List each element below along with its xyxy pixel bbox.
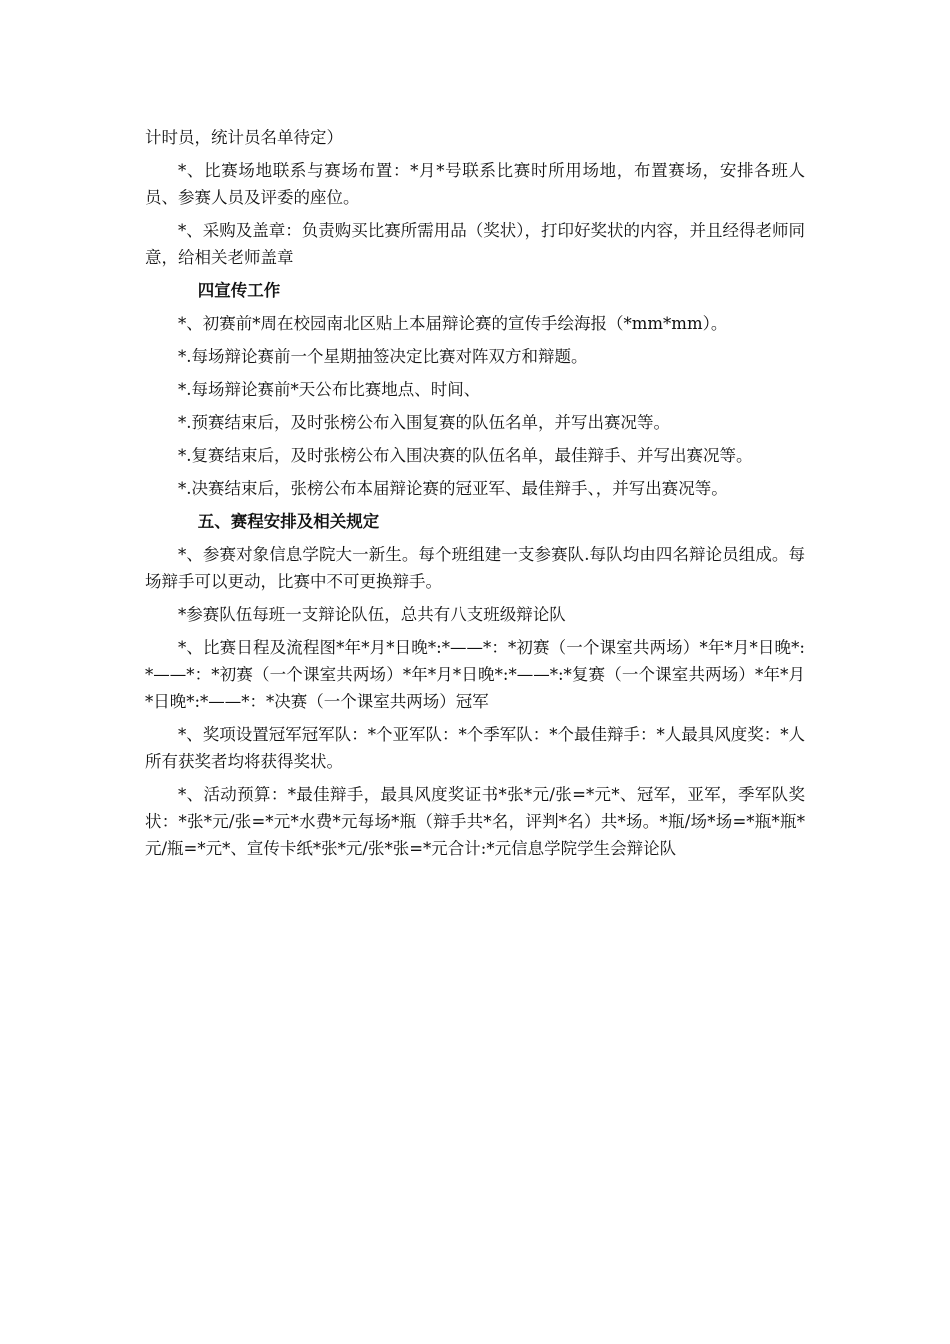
paragraph-venue-setup: *、比赛场地联系与赛场布置：*月*号联系比赛时所用场地，布置赛场，安排各班人员、参赛人员及评委的座位。 bbox=[145, 161, 805, 207]
paragraph-purchasing-stamping: *、采购及盖章：负责购买比赛所需用品（奖状），打印好奖状的内容，并且经得老师同意，给相关老师盖章 bbox=[145, 221, 805, 267]
paragraph-timekeeper-list: 计时员，统计员名单待定） bbox=[145, 128, 343, 147]
paragraph-schedule-flow: *、比赛日程及流程图*年*月*日晚*:*——*：*初赛（一个课室共两场）*年*月*日晚*:*——*：*初赛（一个课室共两场）*年*月*日晚*:*——*:*复赛（一个课室共两场）*年*月*日晚*:*——*：*决赛（一个课室共两场）冠军 bbox=[145, 638, 805, 711]
paragraph-poster: *、初赛前*周在校园南北区贴上本届辩论赛的宣传手绘海报（*mm*mm）。 bbox=[178, 314, 728, 333]
section-heading-publicity: 四宣传工作 bbox=[197, 281, 281, 300]
paragraph-participants: *、参赛对象信息学院大一新生。每个班组建一支参赛队.每队均由四名辩论员组成。每场辩手可以更动，比赛中不可更换辩手。 bbox=[145, 545, 805, 591]
paragraph-announce-venue-time: *.每场辩论赛前*天公布比赛地点、时间、 bbox=[178, 380, 481, 399]
section-heading-schedule-rules: 五、赛程安排及相关规定 bbox=[197, 512, 380, 531]
paragraph-final-results: *.决赛结束后，张榜公布本届辩论赛的冠亚军、最佳辩手、，并写出赛况等。 bbox=[178, 479, 728, 498]
document-body bbox=[145, 124, 805, 868]
paragraph-teams: *参赛队伍每班一支辩论队伍，总共有八支班级辩论队 bbox=[178, 605, 566, 624]
paragraph-awards: *、奖项设置冠军冠军队：*个亚军队：*个季军队：*个最佳辩手：*人最具风度奖：*人所有获奖者均将获得奖状。 bbox=[145, 725, 805, 771]
paragraph-prelim-results: *.预赛结束后，及时张榜公布入围复赛的队伍名单，并写出赛况等。 bbox=[178, 413, 670, 432]
paragraph-semifinal-results: *.复赛结束后，及时张榜公布入围决赛的队伍名单，最佳辩手、并写出赛况等。 bbox=[178, 446, 753, 465]
paragraph-draw-topics: *.每场辩论赛前一个星期抽签决定比赛对阵双方和辩题。 bbox=[178, 347, 588, 366]
paragraph-budget: *、活动预算：*最佳辩手，最具风度奖证书*张*元/张=*元*、冠军，亚军，季军队奖状：*张*元/张=*元*水费*元每场*瓶（辩手共*名，评判*名）共*场。*瓶/场*场=*瓶*瓶*元/瓶=*元*、宣传卡纸*张*元/张*张=*元合计:*元信息学院学生会辩论队 bbox=[145, 785, 805, 858]
